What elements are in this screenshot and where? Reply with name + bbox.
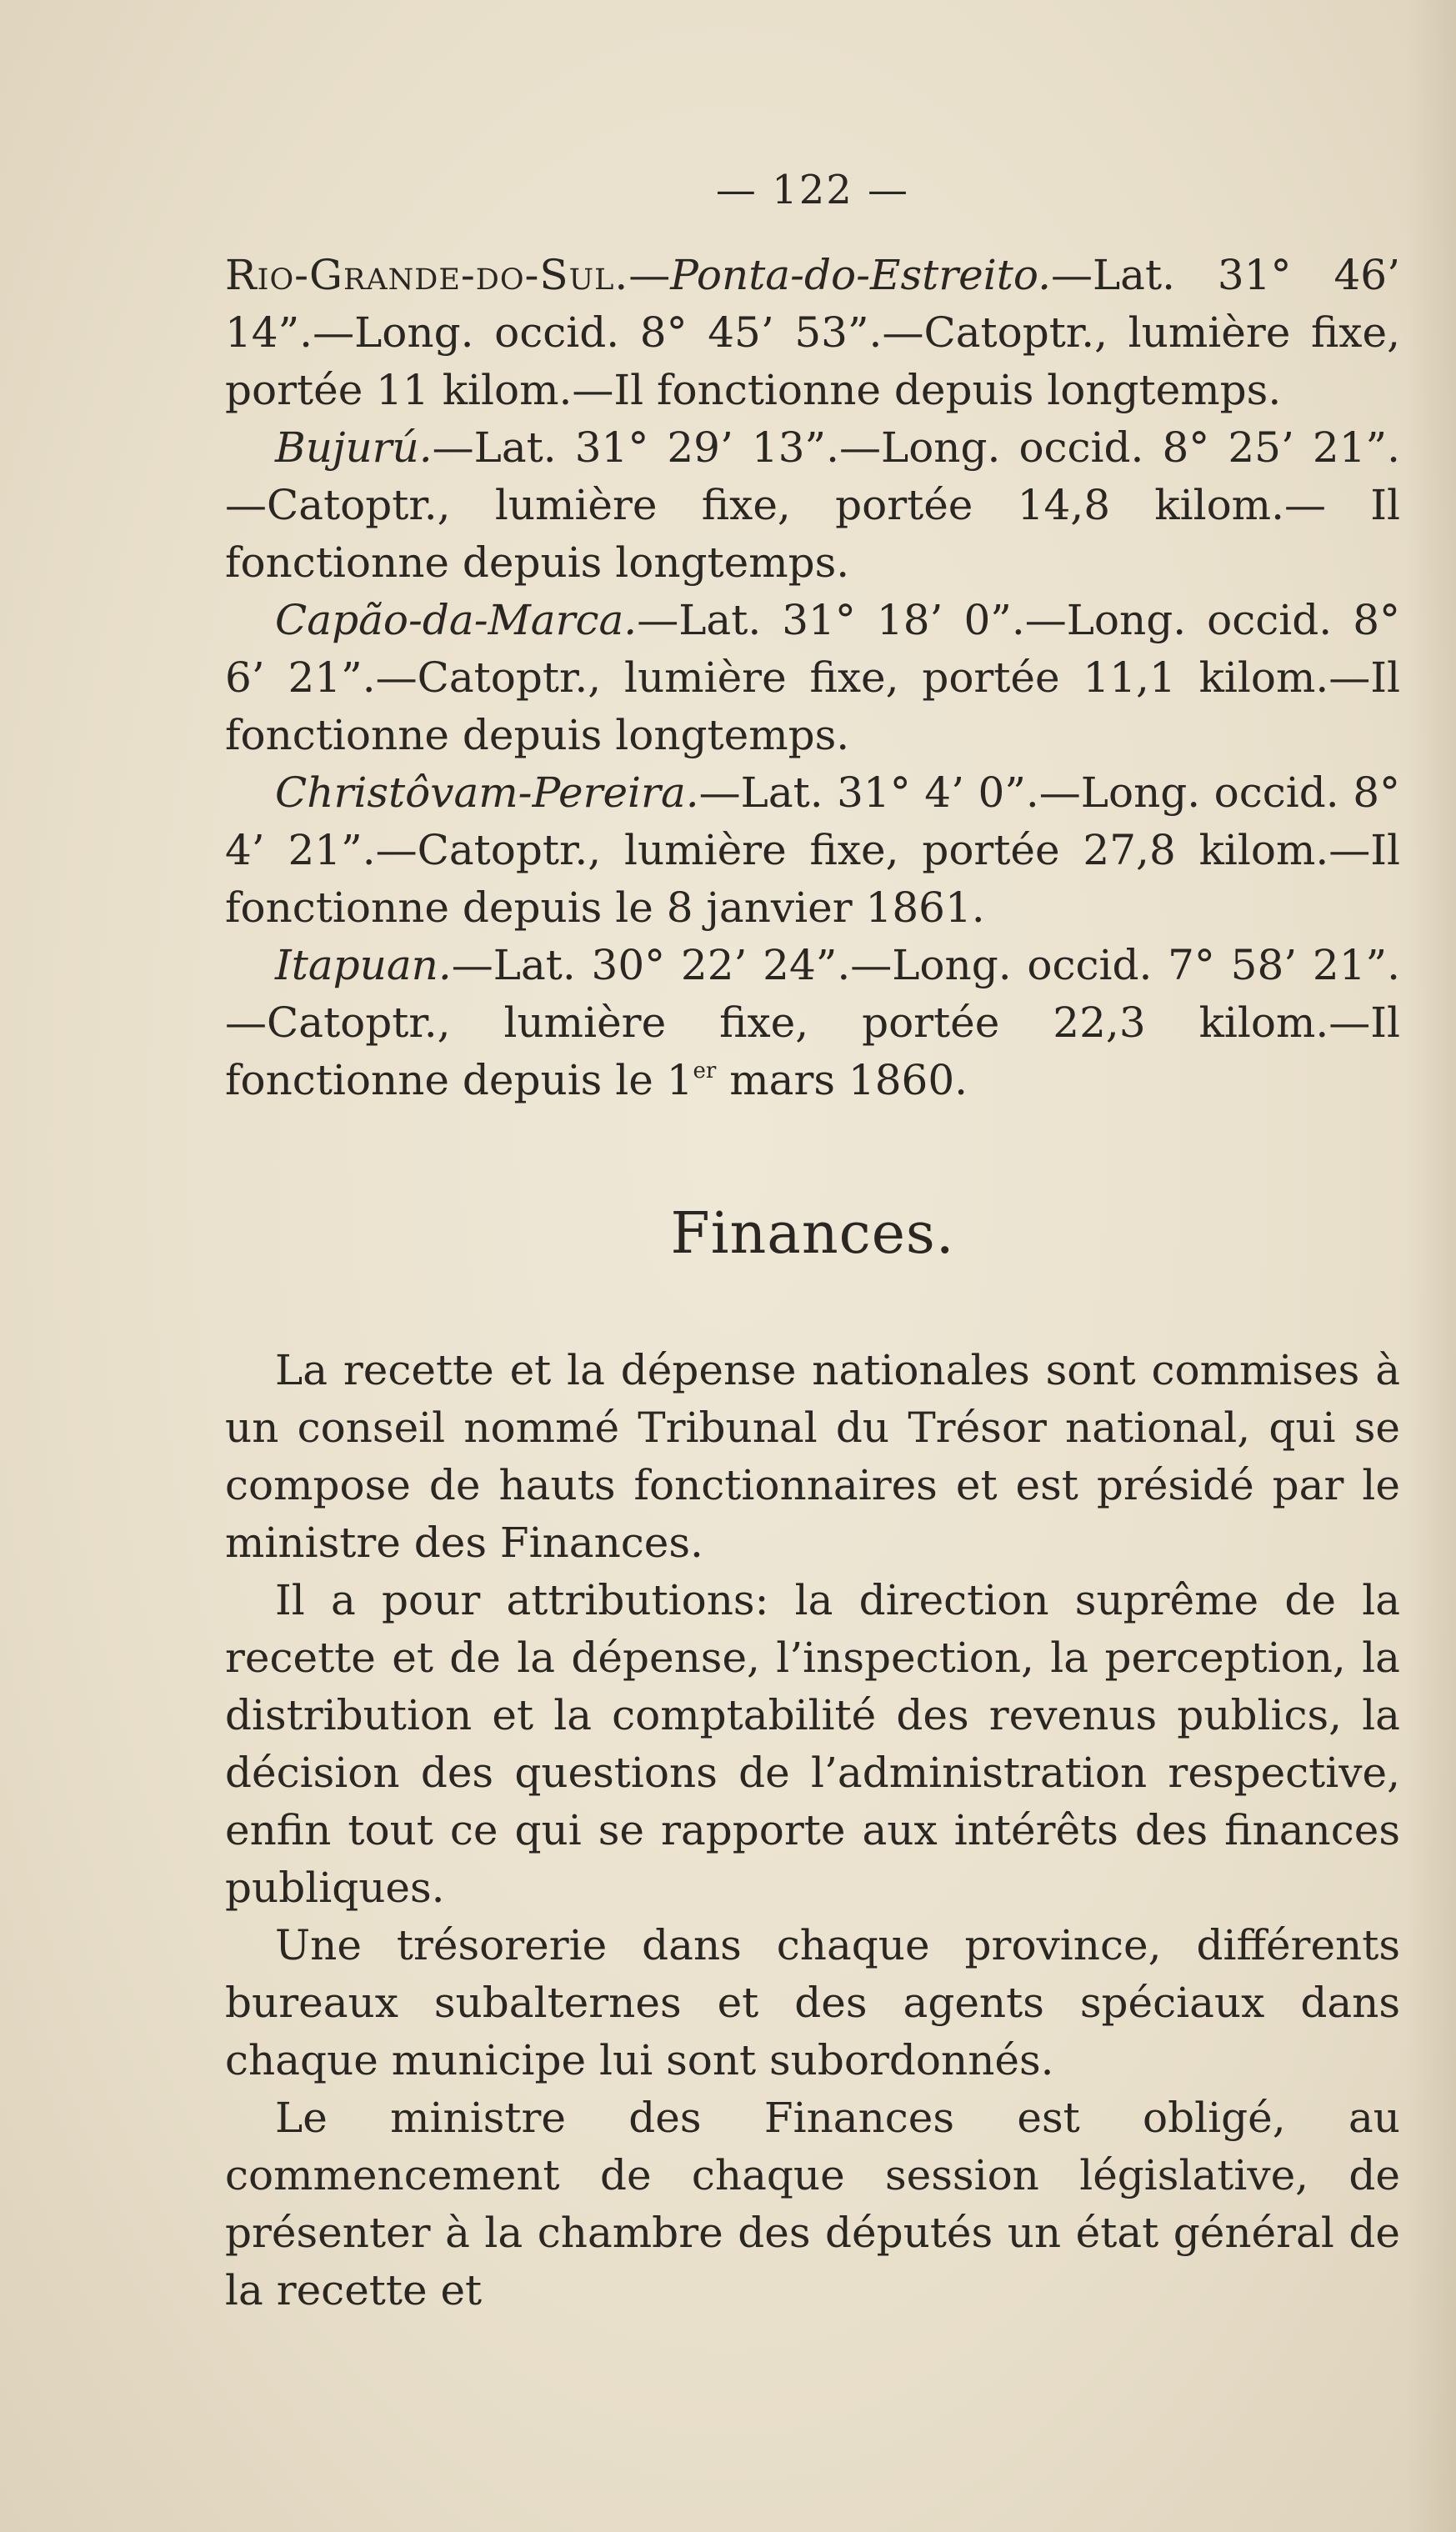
body-paragraph: Une trésorerie dans chaque province, différents bureaux subalternes et des agents spéciaux dans chaque municipe lui sont subordonnés. <box>225 1921 1400 2084</box>
lighthouse-entry <box>225 937 1400 1109</box>
lighthouse-entry <box>225 764 1400 937</box>
lighthouse-details: —Lat. 31° 18’ 0”.—Long. occid. 8° 6’ 21”.—Catoptr., lumière fixe, portée 11,1 kilom.—Il fonctionne depuis longtemps. <box>225 596 1400 759</box>
lighthouse-details: —Lat. 31° 29’ 13”.—Long. occid. 8° 25’ 21”.—Catoptr., lumière fixe, portée 14,8 kilom.— Il fonctionne depuis longtemps. <box>225 423 1400 587</box>
lighthouse-name: Ponta-do-Estreito. <box>670 251 1051 299</box>
page-shadow <box>1406 0 1456 2532</box>
lighthouse-name: Capão-da-Marca. <box>275 596 638 644</box>
lighthouse-name: Christôvam-Pereira. <box>275 768 699 817</box>
ordinal-superscript: er <box>693 1058 717 1083</box>
section-title: Finances. <box>670 1201 955 1267</box>
lighthouse-details: —Lat. 31° 4’ 0”.—Long. occid. 8° 4’ 21”.—Catoptr., lumière fixe, portée 27,8 kilom.—Il fonctionne depuis le 8 janvier 1861. <box>225 768 1400 932</box>
lighthouse-name: Bujurú. <box>275 423 433 472</box>
page-number: — 122 — <box>715 167 910 213</box>
province-name: Rio-Grande-do-Sul. <box>225 251 629 299</box>
lighthouse-name: Itapuan. <box>275 941 452 989</box>
lighthouse-entry <box>225 592 1400 764</box>
lighthouse-entry <box>225 419 1400 592</box>
body-paragraph: Il a pour attributions: la direction suprême de la recette et de la dépense, l’inspection, la perception, la distribution et la comptabilité des revenus publics, la décision des questions de l’administration respective, enfin tout ce qui se rapporte aux intérêts des finances publiques. <box>225 1576 1400 1912</box>
lighthouse-details: —Lat. 30° 22’ 24”.—Long. occid. 7° 58’ 21”. —Catoptr., lumière fixe, portée 22,3 kilom.—Il fonctionne depuis le 1 <box>225 941 1400 1104</box>
lighthouse-details-end: mars 1860. <box>716 1056 968 1104</box>
text-block <box>225 167 1400 2319</box>
lighthouse-entry: Rio-Grande-do-Sul.—Ponta-do-Estreito.—Lat. 31° 46’ 14”.—Long. occid. 8° 45’ 53”.—Catoptr., lumière fixe, portée 11 kilom.—Il fonctionne depuis longtemps. <box>225 251 1400 414</box>
lighthouse-details: —Lat. 31° 46’ 14”.—Long. occid. 8° 45’ 53”.—Catoptr., lumière fixe, portée 11 kilom.—Il fonctionne depuis longtemps. <box>225 251 1400 414</box>
body-paragraph: Le ministre des Finances est obligé, au commencement de chaque session législative, de présenter à la chambre des députés un état général de la recette et <box>225 2094 1400 2314</box>
body-paragraph: La recette et la dépense nationales sont commises à un conseil nommé Tribunal du Trésor national, qui se compose de hauts fonctionnaires et est présidé par le ministre des Finances. <box>225 1346 1400 1567</box>
